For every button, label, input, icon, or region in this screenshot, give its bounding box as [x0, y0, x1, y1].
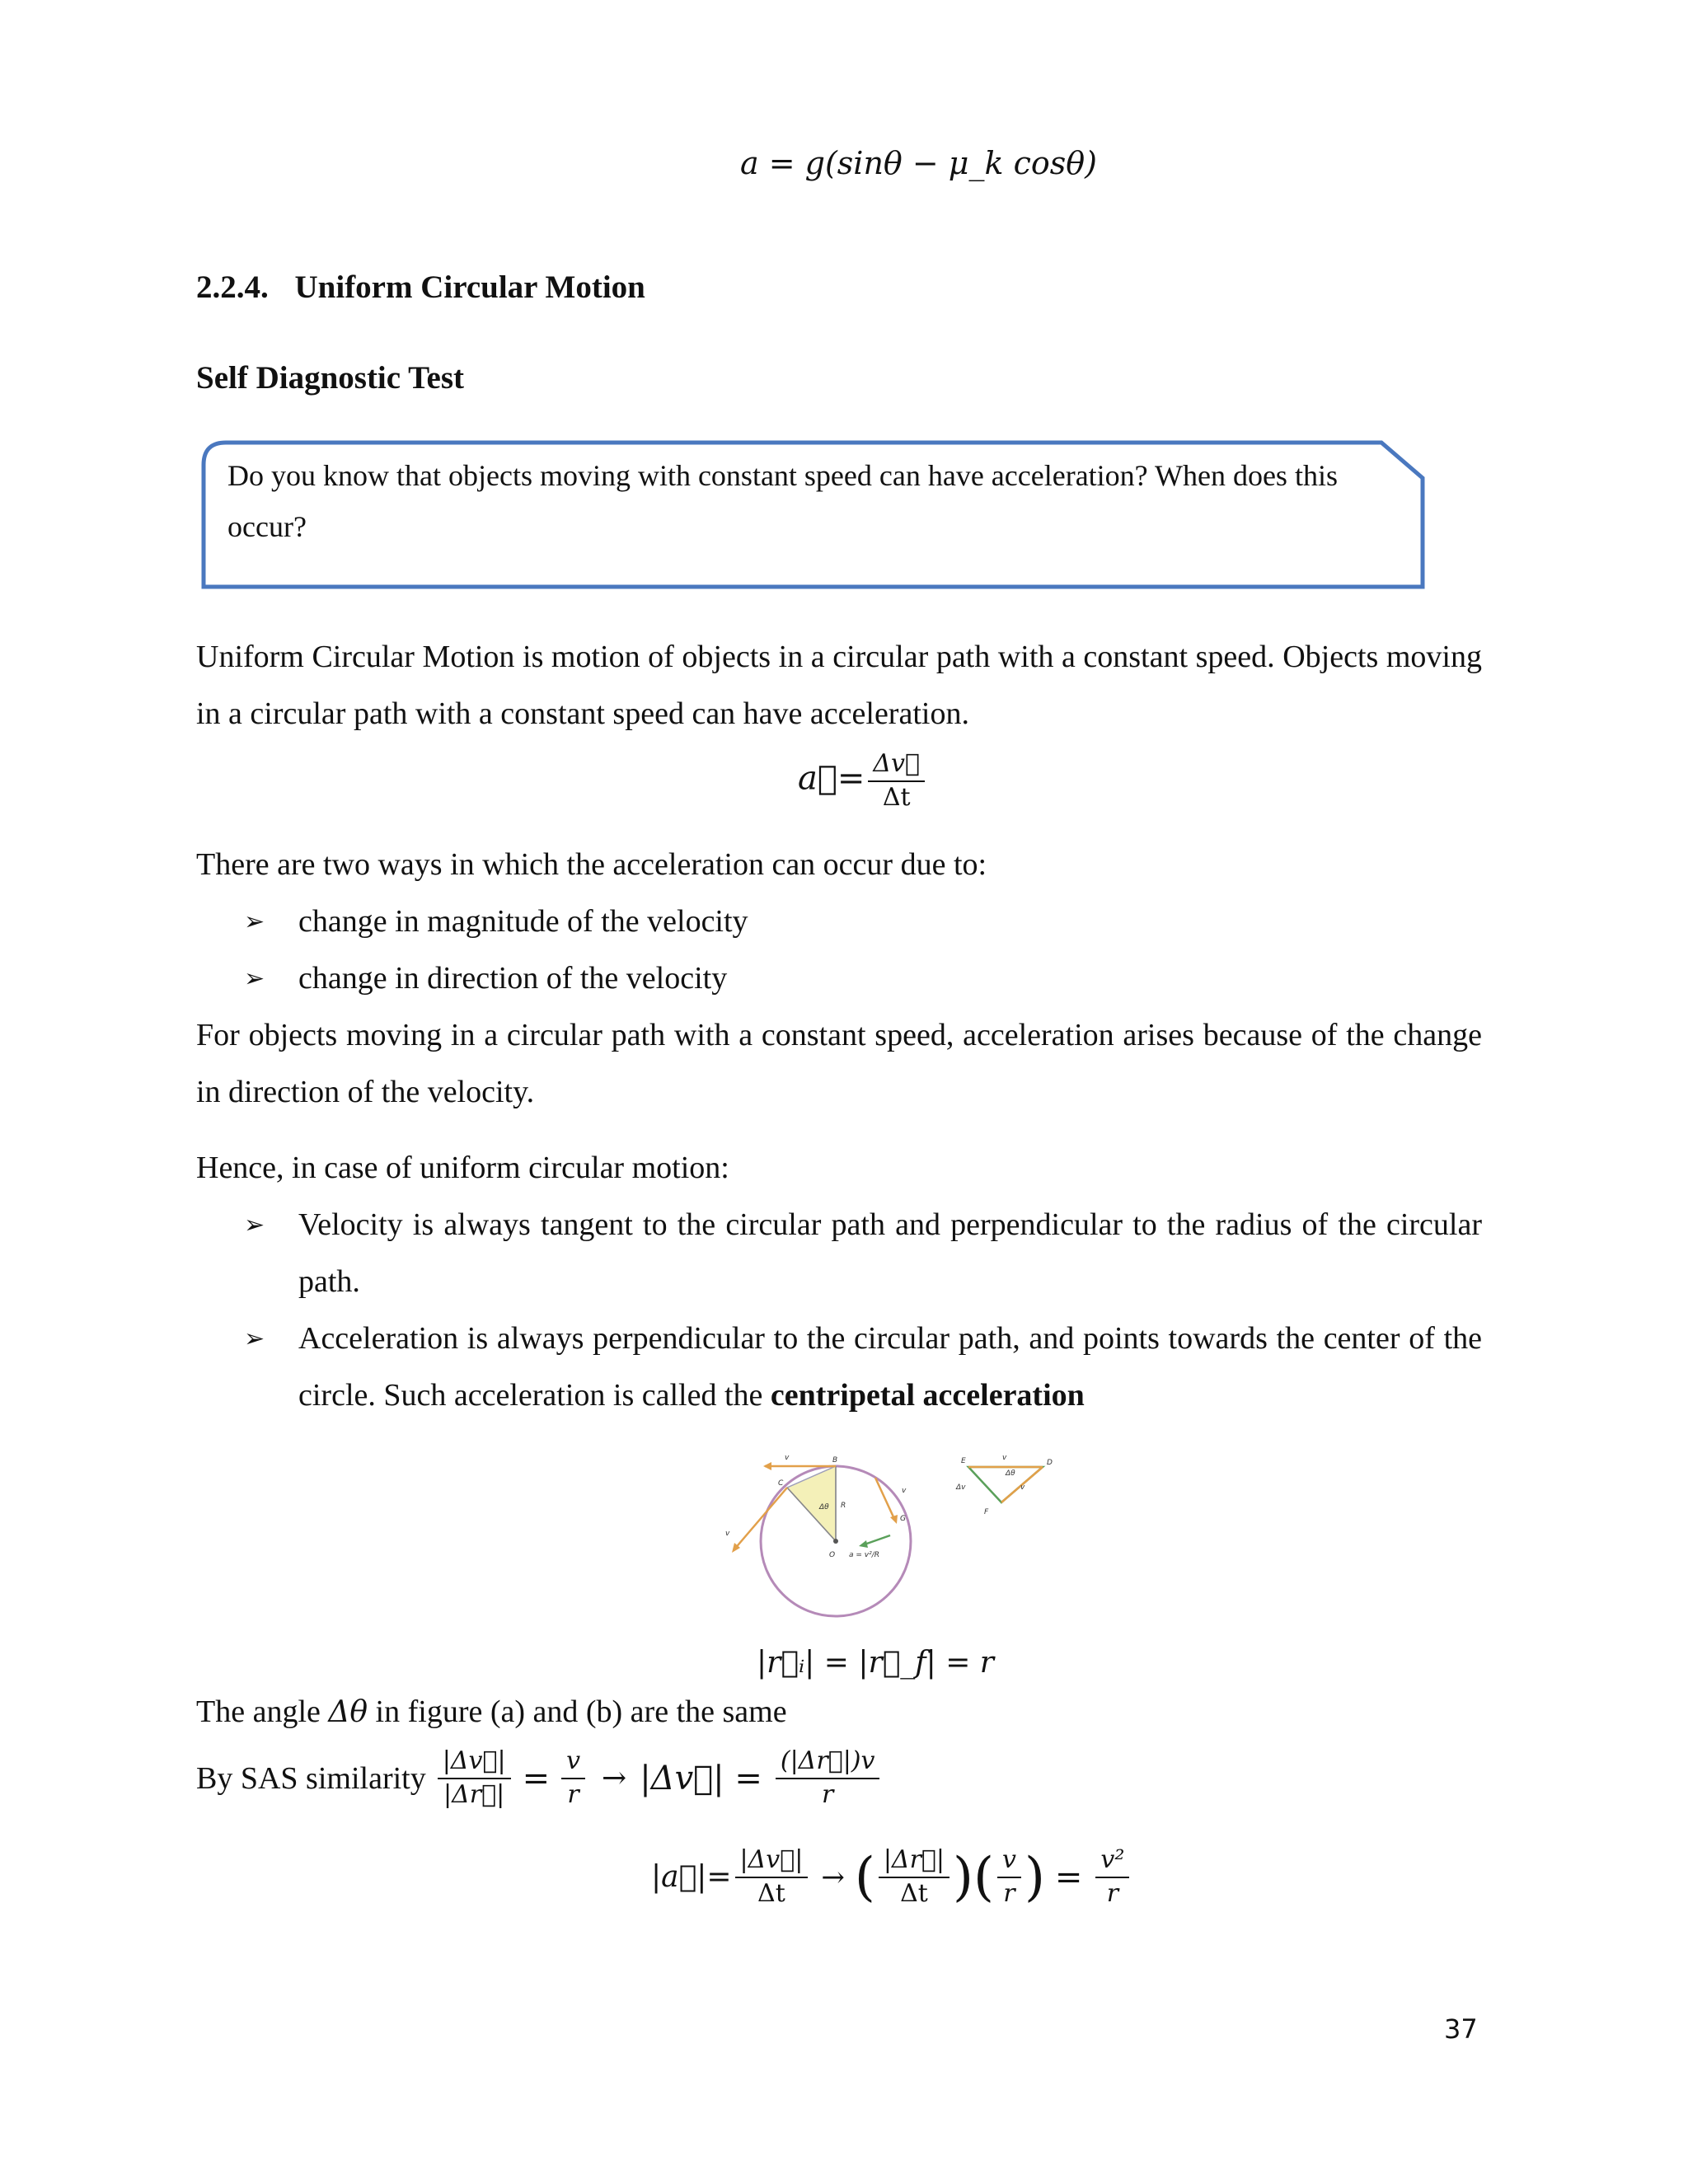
- paragraph-hence: Hence, in case of uniform circular motion:: [196, 1151, 729, 1185]
- sas-similarity-equation: By SAS similarity $\frac{|\Delta v⃗|}{|\Delta r⃗|}$ = $\frac{v}{r}$ → |Δv⃗| = $\frac{(|\Delta r⃗|)v}{r}$: [196, 1747, 883, 1809]
- acceleration-equation: [798, 750, 928, 812]
- label-delta-theta: Δθ: [819, 1503, 829, 1511]
- label-f: F: [984, 1508, 989, 1516]
- label-b: B: [832, 1456, 838, 1465]
- label-d: D: [1047, 1459, 1053, 1467]
- label-c: C: [778, 1479, 784, 1488]
- paragraph-two-ways: There are two ways in which the acceleration can occur due to:: [196, 847, 987, 882]
- page-number: 37: [1444, 2013, 1478, 2045]
- list-item: ➢ Acceleration is always perpendicular to the circular path, and points towards the center of the circle. Such acceleration is called the centripetal acceleration: [244, 1310, 1482, 1424]
- bullet-list-one: [244, 893, 1480, 1007]
- label-e: E: [961, 1457, 966, 1465]
- paragraph-definition: Uniform Circular Motion is motion of objects in a circular path with a constant speed. Objects moving in a circular path with a constant speed can have acceleration.: [196, 640, 1482, 731]
- label-o: O: [829, 1551, 836, 1559]
- center-point: [833, 1539, 838, 1544]
- label-v-top: v: [785, 1454, 790, 1462]
- circular-motion-figure: [709, 1438, 1071, 1628]
- arrowhead-icon: [890, 1515, 898, 1524]
- paragraph-angle: The angle Δθ in figure (a) and (b) are the same: [196, 1694, 787, 1729]
- final-acceleration-equation: |a⃗|= $\frac{|\Delta v⃗|}{\Delta t}$ → ( $\frac{|\Delta r⃗|}{\Delta t}$ ) ( $\frac{v}{r}$ ) = $\frac{\text{v²}}{r}$: [651, 1846, 1132, 1908]
- top-equation: a = g(sinθ − μ_k cosθ): [740, 145, 1097, 181]
- arrow-bullet-icon: ➢: [244, 1324, 265, 1353]
- label-r: R: [841, 1502, 846, 1510]
- section-number: 2.2.4.: [196, 269, 269, 305]
- label-g: G: [900, 1515, 906, 1523]
- accel-numerator: Δv⃗: [868, 750, 925, 782]
- arrow-bullet-icon: ➢: [244, 907, 265, 936]
- label-triangle-v-right: v: [1020, 1483, 1025, 1492]
- section-heading: [196, 269, 645, 306]
- section-title: Uniform Circular Motion: [294, 269, 645, 305]
- label-accel: a = v²/R: [849, 1551, 879, 1559]
- arrowhead-icon: [763, 1462, 771, 1470]
- arrow-right-icon: →: [602, 1761, 627, 1795]
- radius-equation: |r⃗ᵢ| = |r⃗_f| = r: [757, 1646, 995, 1680]
- list-item: ➢ change in direction of the velocity: [244, 950, 1480, 1007]
- label-triangle-delta-theta: Δθ: [1006, 1469, 1015, 1478]
- arrowhead-icon: [859, 1540, 868, 1548]
- accel-denominator: Δt: [882, 782, 911, 812]
- accel-lhs: a⃗=: [798, 759, 865, 798]
- paragraph-constant-speed: For objects moving in a circular path with a constant speed, acceleration arises because of the change in direction of the velocity.: [196, 1018, 1482, 1109]
- list-item: ➢ Velocity is always tangent to the circular path and perpendicular to the radius of the circular path.: [244, 1197, 1482, 1310]
- sas-label: By SAS similarity: [196, 1760, 426, 1796]
- callout-text: Do you know that objects moving with constant speed can have acceleration? When does this occur?: [227, 459, 1338, 543]
- arrow-bullet-icon: ➢: [244, 964, 265, 993]
- label-triangle-v-top: v: [1002, 1454, 1007, 1462]
- arrow-bullet-icon: ➢: [244, 1211, 265, 1240]
- label-v-right: v: [902, 1487, 907, 1495]
- delta-theta-symbol: Δθ: [328, 1695, 368, 1729]
- list-item: ➢ change in magnitude of the velocity: [244, 893, 1480, 950]
- arrow-right-icon: →: [821, 1860, 845, 1894]
- subheading: Self Diagnostic Test: [196, 360, 465, 396]
- centripetal-acceleration-term: centripetal acceleration: [770, 1378, 1085, 1413]
- label-delta-v: Δv: [956, 1483, 966, 1492]
- bullet-list-two: [244, 1197, 1482, 1424]
- label-v-left: v: [725, 1530, 730, 1538]
